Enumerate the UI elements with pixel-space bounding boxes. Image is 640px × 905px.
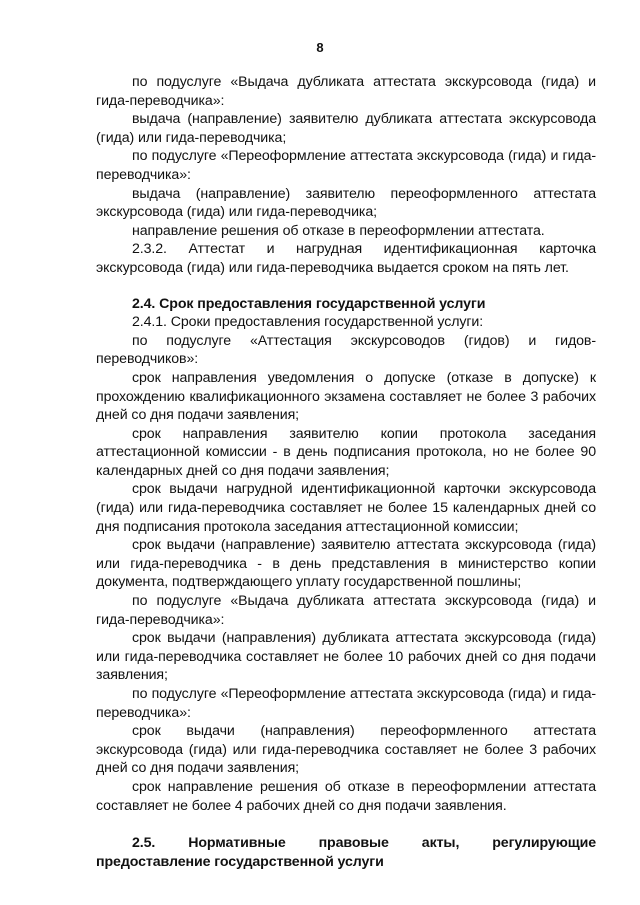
section-heading: 2.4. Срок предоставления государственной услуги [132, 295, 486, 312]
paragraph: 2.3.2. Аттестат и нагрудная идентификационная карточка экскурсовода (гида) или гида-переводчика выдается сроком на пять лет. [96, 241, 596, 276]
page-number: 8 [316, 40, 324, 55]
paragraph: 2.4.1. Сроки предоставления государственной услуги: [132, 314, 484, 331]
paragraph: по подуслуге «Переоформление аттестата экскурсовода (гида) и гида-переводчика»: [96, 148, 596, 183]
paragraph: по подуслуге «Выдача дубликата аттестата экскурсовода (гида) и гида-переводчика»: [96, 593, 596, 628]
paragraph: по подуслуге «Аттестация экскурсоводов (гидов) и гидов-переводчиков»: [96, 332, 596, 368]
section-heading: 2.5. Нормативные правовые акты, регулирующие предоставление государственной услуги [96, 835, 596, 870]
paragraph: выдача (направление) заявителю переоформленного аттестата экскурсовода (гида) или гида-переводчика; [96, 185, 596, 221]
paragraph: срок выдачи (направление) заявителю аттестата экскурсовода (гида) или гида-переводчика - в день представления в министерство копии документа, подтверждающего уплату государственной пошлины; [96, 537, 596, 591]
paragraph: срок выдачи (направления) дубликата аттестата экскурсовода (гида) или гида-переводчика составляет не более 10 рабочих дней со дня подачи заявления; [96, 630, 596, 684]
paragraph: срок направления уведомления о допуске (отказе в допуске) к прохождению квалификационного экзамена составляет не более 3 рабочих дней со дня подачи заявления; [96, 369, 596, 424]
paragraph: срок направление решения об отказе в переоформлении аттестата составляет не более 4 рабочих дней со дня подачи заявления. [96, 778, 596, 814]
paragraph: направление решения об отказе в переоформлении аттестата. [132, 222, 545, 239]
paragraph: по подуслуге «Выдача дубликата аттестата экскурсовода (гида) и гида-переводчика»: [96, 74, 596, 109]
paragraph: срок направления заявителю копии протокола заседания аттестационной комиссии - в день подписания протокола, но не более 90 календарных дней со дня подачи заявления; [96, 425, 596, 479]
paragraph: срок выдачи (направления) переоформленного аттестата экскурсовода (гида) или гида-переводчика составляет не более 3 рабочих дней со дня подачи заявления; [96, 723, 596, 777]
paragraph: срок выдачи нагрудной идентификационной карточки экскурсовода (гида) или гида-переводчика составляет не более 15 календарных дней со дня подписания протокола заседания аттестационной комиссии; [96, 481, 596, 535]
paragraph: выдача (направление) заявителю дубликата аттестата экскурсовода (гида) или гида-переводчика; [96, 111, 596, 146]
paragraph: по подуслуге «Переоформление аттестата экскурсовода (гида) и гида-переводчика»: [96, 686, 596, 721]
document-body [96, 73, 596, 871]
